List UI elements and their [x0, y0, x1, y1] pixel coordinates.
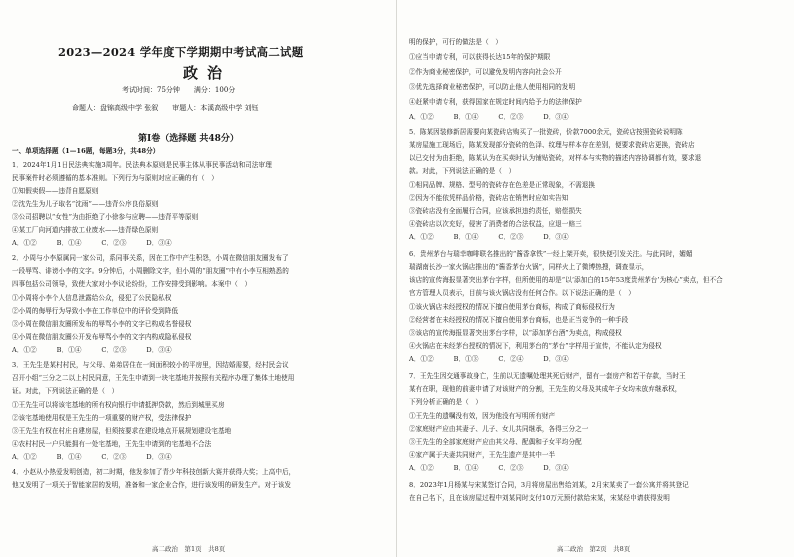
question-line: 某有在职，现他的前妻申请了对该财产的分割，王先生的父母及其成年子女均未放弃继承权， — [409, 385, 682, 393]
page-footer: 高二政治 第1页 共8页 — [152, 545, 226, 553]
option-line: ①知假卖假——违背自愿原则 — [12, 187, 99, 195]
question-line: 2．小周与小李原属同一家公司，系同事关系，因在工作中产生积怨，小周在微信朋友圈发布了 — [12, 254, 289, 262]
option-line: ③瓷砖店没有全面履行合同，应该承担违约责任，赔偿损失 — [409, 207, 582, 215]
question-line: 他又发明了一项关于智能家居的发明，准备和一家企业合作，进行该发明的研发生产。对于该发 — [12, 481, 292, 489]
option-line: ①该火锅店未经授权的情况下擅自使用茅台商标，构成了商标侵权行为 — [409, 303, 615, 311]
option-line: ①王先生可以将该宅基地的所有权向银行申请抵押贷款，然后到城里买房 — [12, 401, 225, 409]
option-line: ②家庭财产应由其妻子、儿子、女儿共同继承，各得三分之一 — [409, 425, 589, 433]
option-line: ①应当申请专利，可以获得长达15年的保护期限 — [409, 53, 551, 61]
question-line: 下列分析正确的是（ ） — [409, 398, 483, 406]
question-line: 5．陈某因装修新居需要向某瓷砖店购买了一批瓷砖，价款7000余元，瓷砖店按照瓷砖说明陈 — [409, 128, 683, 136]
answer-choices: A．①② B．①④ C．②③ D．③④ — [409, 113, 569, 121]
option-line: ①相同品牌、规格、型号的瓷砖存在色差是正常现象，不需退换 — [409, 181, 596, 189]
section-heading: 一、单项选择题（1—16题，每题3分，共48分） — [12, 147, 160, 155]
exam-authors: 命题人：盘锦高级中学 张叙 审题人：本溪高级中学 刘钰 — [72, 104, 259, 112]
answer-choices: A．①② B．①③ C．②④ D．③④ — [409, 355, 569, 363]
volume-heading: 第Ⅰ卷（选择题 共48分） — [138, 134, 239, 144]
question-line: 4．小赵从小热爱发明创造，初二时期，他发参加了青少年科技创新大赛并获得大奖；上高中后， — [12, 468, 296, 476]
option-line: ④家产属于夫妻共同财产，王先生遗产是其中一半 — [409, 451, 556, 459]
answer-choices: A．①② B．①④ C．②③ D．③④ — [409, 233, 569, 241]
option-line: ③公司招聘以“女性”为由拒绝了小徐参与应聘——违背平等原则 — [12, 213, 199, 221]
answer-choices: A．①② B．①④ C．②③ D．③④ — [12, 346, 172, 354]
question-line: 四事包括公司领导，致使大家对小李议论纷纷，工作安排受到影响。本案中（ ） — [12, 280, 252, 288]
question-line: 款。对此，下列说法正确的是（ ） — [409, 167, 516, 175]
question-line: 明的保护，可行的做法是（ ） — [409, 38, 503, 46]
subject-heading: 政治 — [183, 64, 232, 82]
option-line: ①王先生的遗嘱没有效，因为他没有写明所有财产 — [409, 412, 556, 420]
option-line: ②经营者在未经授权的情况下擅自使用茅台商标，也是正当竞争的一种手段 — [409, 316, 629, 324]
question-line: 该店的宣传海报显著突出茅台字样，但所使用的却是“以‘添加白的15年53度贵州茅台’为核心”卖点，但不合 — [409, 276, 723, 284]
question-line: 6．贵州茅台与瑞幸咖啡联名推出的“酱香拿铁”一经上架开卖，很快便引发关注。与此同时，媚媚 — [409, 250, 693, 258]
question-line: 以已交付为由拒绝，陈某认为在买卖时认为铺贴瓷砖，对样本与实物的描述内容协调都有效，要求退 — [409, 154, 702, 162]
question-line: 1．2024年1月1日民法典实施3周年。民法典本原则是民事主体从事民事活动和司法审理 — [12, 161, 272, 169]
option-line: ③小周在微信朋友圈所发布的辱骂小李的文字已构成名誉侵权 — [12, 320, 192, 328]
option-line: ④小周在微信朋友圈公开发布辱骂小李的文字内构成隐私侵权 — [12, 333, 192, 341]
option-line: ②因为不能依凭样品价格，瓷砖店在销售时应如实告知 — [409, 194, 569, 202]
page-footer: 高二政治 第2页 共8页 — [557, 545, 631, 553]
question-line: 一段辱骂、诽谤小李的文字。9分钟后，小周删除文字，但小周的“朋友圈”中有小李互相熟悉的 — [12, 267, 289, 275]
option-line: ④赶紧申请专利，获得国家在规定时间内给予力的法律保护 — [409, 98, 582, 106]
option-line: ②该宅基地使用权是王先生的一项重要的财产权，受法律保护 — [12, 414, 192, 422]
question-line: 8．2023年1月杨某与宋某签订合同，3月将房屋出售给刘某，2月宋某卖了一套公寓并将其登记 — [409, 481, 689, 489]
option-line: ④瓷砖店以次充好，侵害了消费者的合法权益，应退一赔三 — [409, 220, 582, 228]
option-line: ③王先生有权在村庄自建房屋，但须按要求在建设地点开展规划建设宅基地 — [12, 427, 232, 435]
option-line: ②沈先生为儿子取名“沈雨”——违背公序良俗原则 — [12, 200, 159, 208]
option-line: ①小周将小李个人信息泄露给公众，侵犯了公民隐私权 — [12, 294, 172, 302]
question-line: 3．王先生是某村村民，与父母、弟弟居住在一间面积较小的平房里，因结婚需要，经村民会议 — [12, 361, 289, 369]
question-line: 民事案件时必须遵循的基本准则。下列行为与原则对应正确的有（ ） — [12, 174, 218, 182]
exam-time-score: 考试时间：75分钟 满分：100分 — [122, 86, 236, 94]
option-line: ④农村村民一户只能拥有一处宅基地，王先生申请到的宅基地不合法 — [12, 440, 212, 448]
page-2 — [397, 0, 794, 557]
option-line: ③该店的宣传海报显著突出茅台字样，以“添加茅台酒”为卖点，构成侵权 — [409, 329, 622, 337]
option-line: ②作为商业秘密保护，可以避免发明内容向社会公开 — [409, 68, 562, 76]
answer-choices: A．①② B．①④ C．②③ D．③④ — [12, 453, 172, 461]
question-line: 召开小组“三分之二以上村民同意，王先生申请到一块宅基地并按照有关程序办理了集体土地使用 — [12, 374, 295, 382]
question-line: 7．王先生因交通事故身亡，生前以无遗嘱处理其死后财产，留有一套房产和若干存款，当时王 — [409, 372, 686, 380]
question-line: 某房屋施工现场后，陈某发现部分瓷砖的色泽、纹理与样本存在差别，便要求瓷砖店更换，瓷砖店 — [409, 141, 695, 149]
option-line: ③王先生的全部家庭财产应由其父母、配偶和子女平均分配 — [409, 438, 582, 446]
option-line: ③优先选择商业秘密保护，可以防止他人使用相同的发明 — [409, 83, 576, 91]
question-line: 官方管理人员表示，目前与该火锅店没有任何合作。以下说法正确的是（ ） — [409, 289, 635, 297]
option-line: ②小周的侮辱行为导致小李在工作单位中的评价受到降低 — [12, 307, 179, 315]
answer-choices: A．①② B．①④ C．②③ D．③④ — [12, 239, 172, 247]
answer-choices: A．①② B．①④ C．②③ D．③④ — [409, 464, 569, 472]
option-line: ④某工厂向河道内排放工业废水——违背绿色原则 — [12, 226, 159, 234]
exam-title: 2023—2024 学年度下学期期中考试高二试题 — [58, 45, 304, 59]
option-line: ④火锅店在未经茅台授权的情况下，利用茅台的“茅台”字样用于宣传，不能认定为侵权 — [409, 342, 662, 350]
question-line: 瑞湖南长沙一家火锅店推出的“酱香茅台火锅”，同样火上了微博热搜，调查显示， — [409, 263, 649, 271]
question-line: 在自己名下，且在该房屋过程中刘某同时支付10万元预付款给宋某，宋某经申请获得发明 — [409, 494, 670, 502]
question-line: 证。对此，下列说法正确的是（ ） — [12, 387, 119, 395]
